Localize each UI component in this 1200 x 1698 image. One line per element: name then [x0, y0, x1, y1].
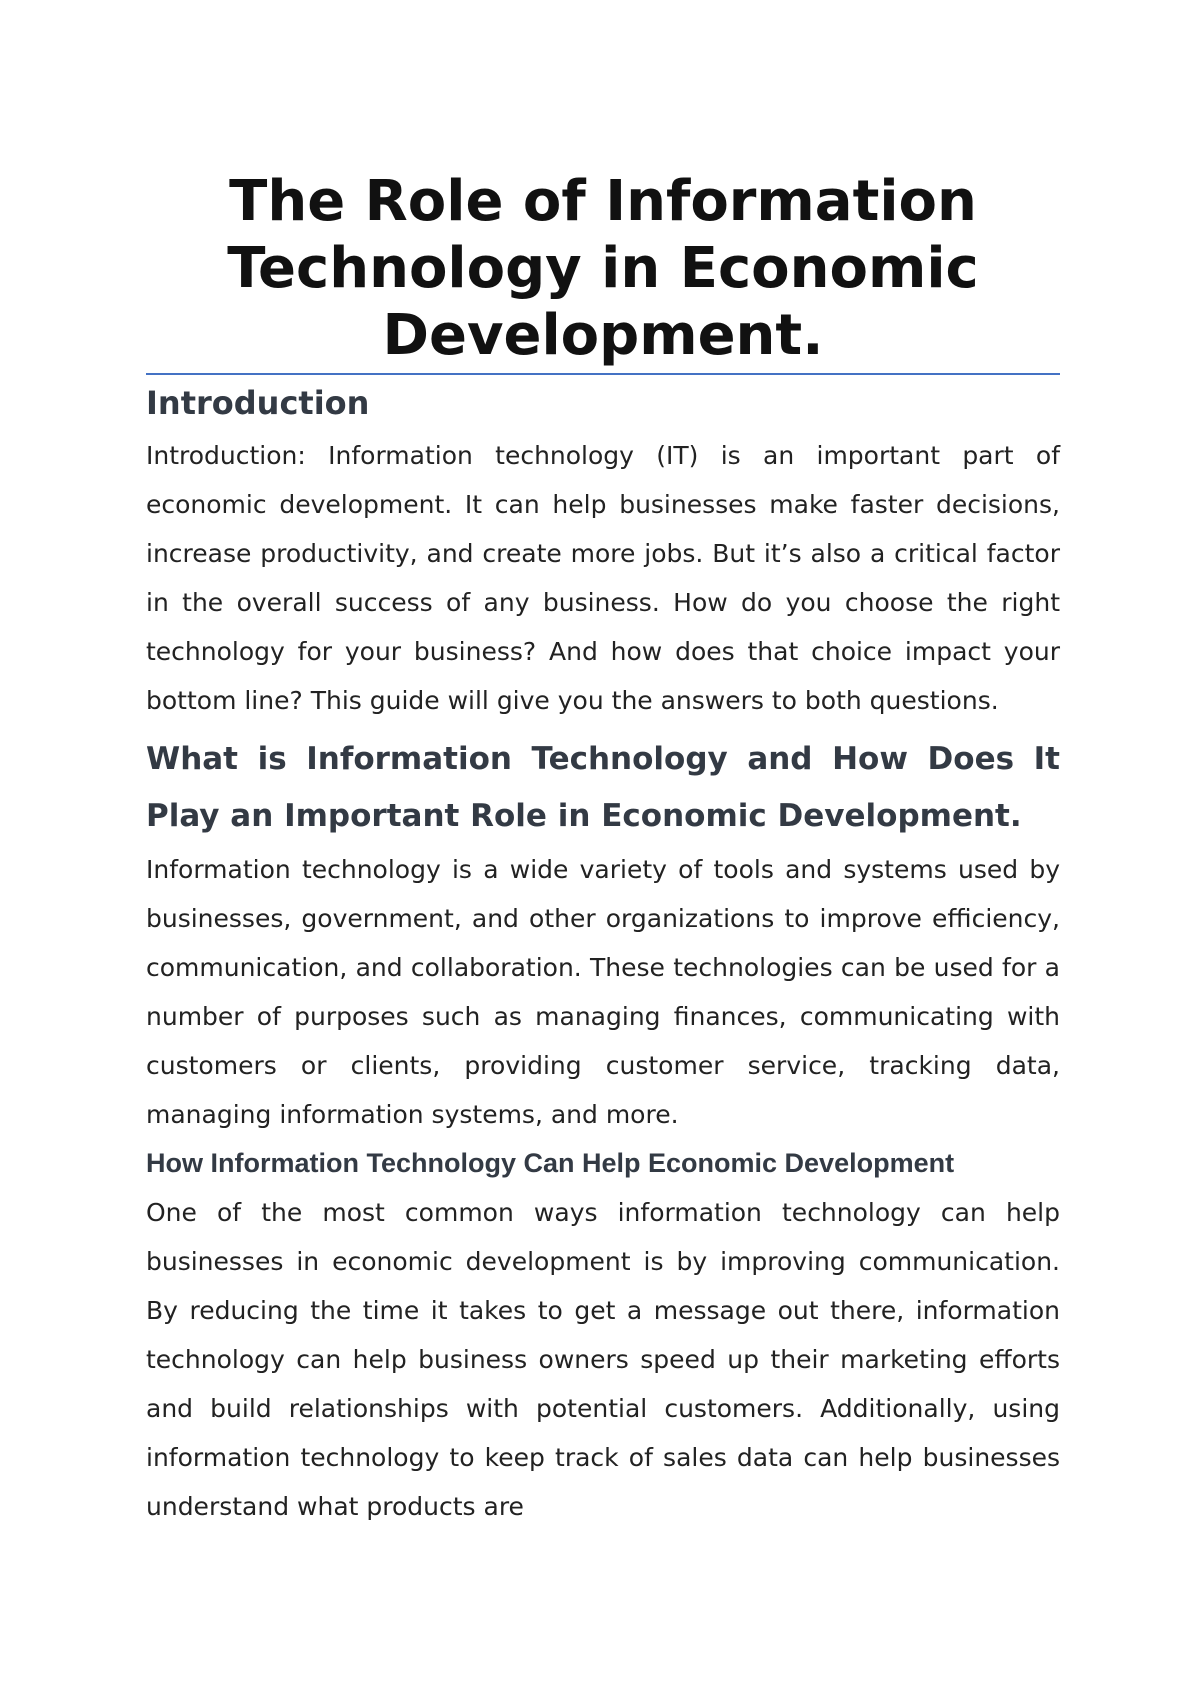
section-heading-what-is-it: What is Information Technology and How Does It Play an Important Role in Economic Development.	[146, 741, 1060, 834]
paragraph-what-is-it: Information technology is a wide variety of tools and systems used by businesses, government, and other organizations to improve efficiency, communication, and collaboration. These technologies can be used for a number of purposes such as managing finances, communicating with customers or clients, providing customer service, tracking data, managing information systems, and more.	[146, 855, 1060, 1129]
document-title: The Role of Information Technology in Economic Development.	[146, 168, 1060, 375]
document-content	[146, 168, 1060, 1531]
paragraph-how-it-helps: One of the most common ways information technology can help businesses in economic development is by improving communication. By reducing the time it takes to get a message out there, information technology can help business owners speed up their marketing efforts and build relationships with potential customers. Additionally, using information technology to keep track of sales data can help businesses understand what products are	[146, 1198, 1060, 1521]
section-heading-how-it-helps: How Information Technology Can Help Economic Development	[146, 1148, 955, 1178]
paragraph-introduction: Introduction: Information technology (IT) is an important part of economic development. It can help businesses make faster decisions, increase productivity, and create more jobs. But it’s also a critical factor in the overall success of any business. How do you choose the right technology for your business? And how does that choice impact your bottom line? This guide will give you the answers to both questions.	[146, 441, 1060, 715]
section-heading-introduction: Introduction	[146, 384, 370, 422]
